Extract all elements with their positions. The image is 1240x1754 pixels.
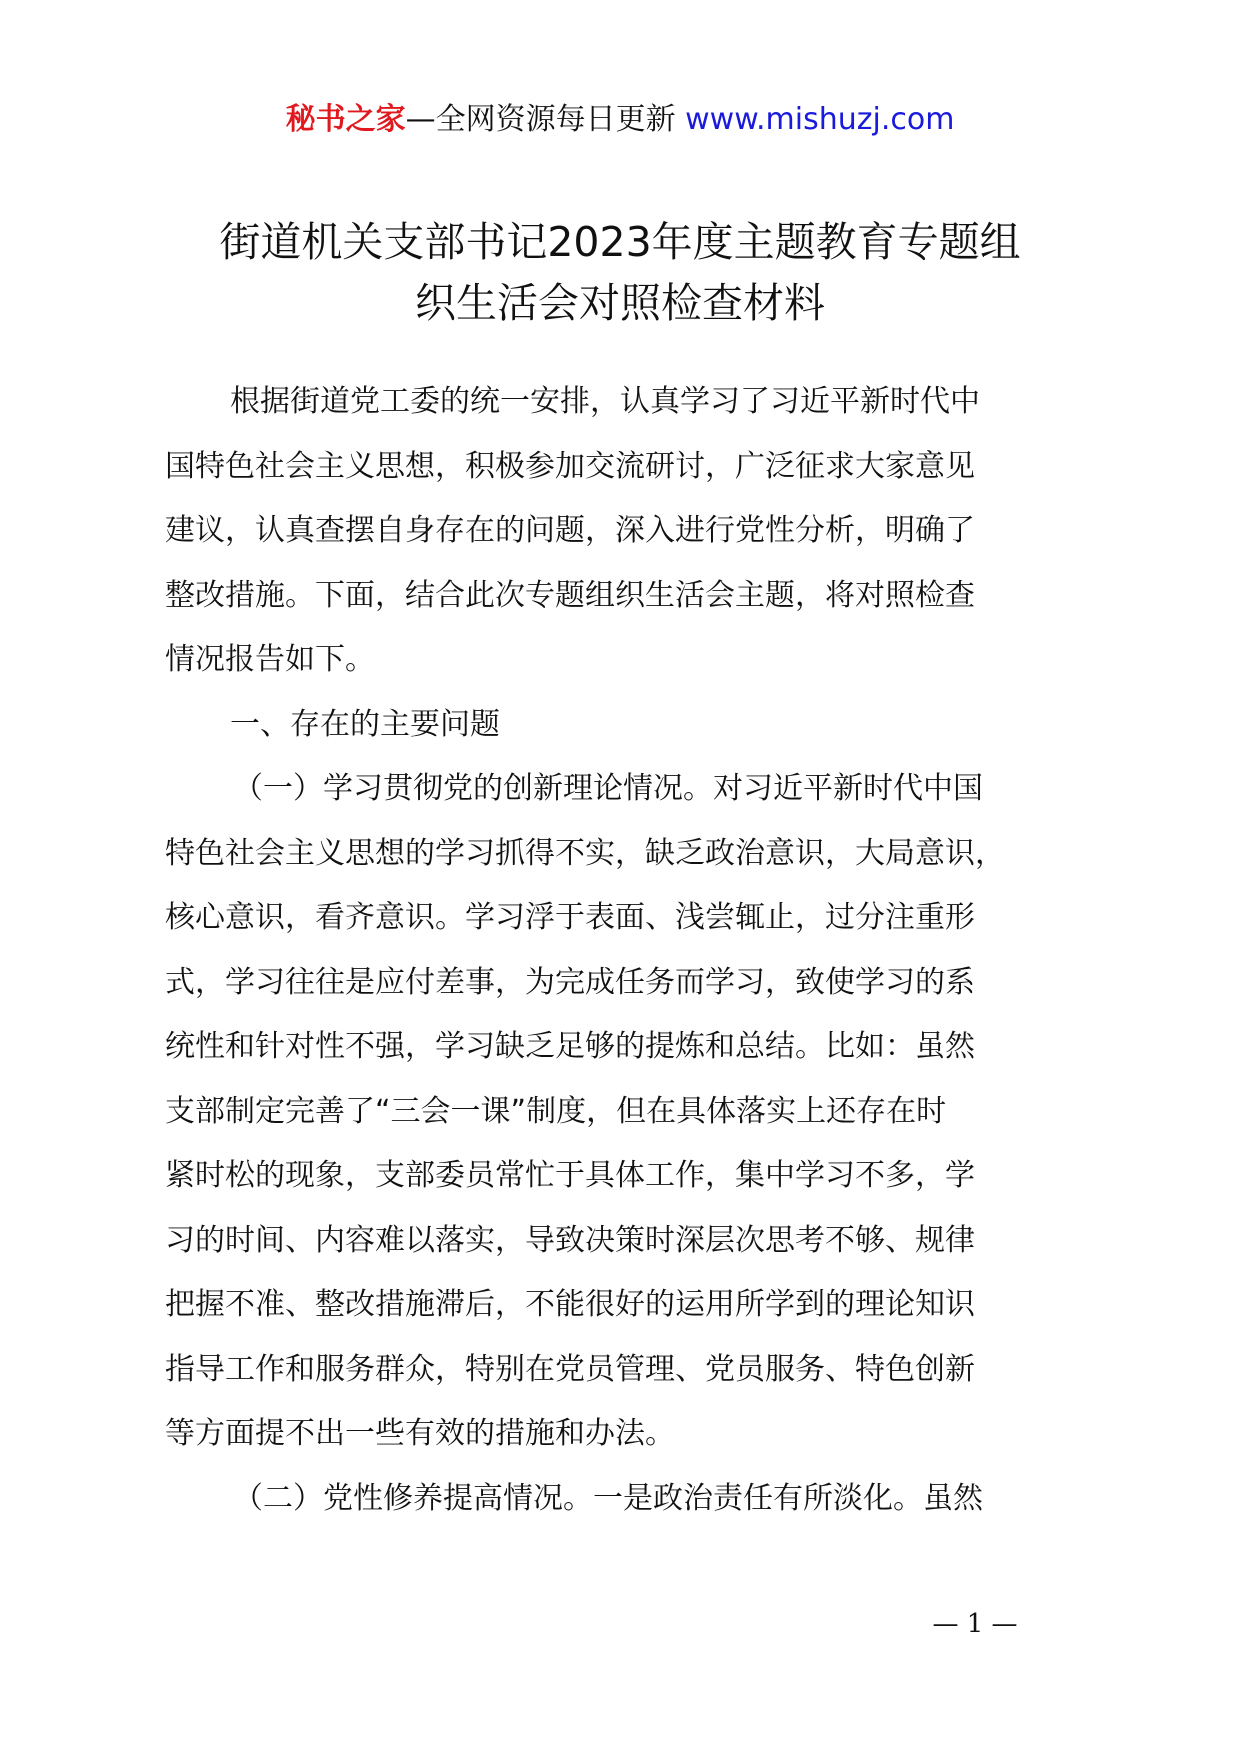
paragraph-line: 建议，认真查摆自身存在的问题，深入进行党性分析，明确了 — [165, 513, 975, 548]
paragraph-line: 国特色社会主义思想，积极参加交流研讨，广泛征求大家意见 — [165, 448, 975, 484]
paragraph-line: 指导工作和服务群众，特别在党员管理、党员服务、特色创新 — [165, 1351, 975, 1387]
document-title — [150, 212, 1090, 334]
document-body — [165, 370, 1085, 1531]
paragraph-line: 统性和针对性不强，学习缺乏足够的提炼和总结。比如：虽然 — [165, 1029, 975, 1064]
paragraph-line: 特色社会主义思想的学习抓得不实，缺乏政治意识，大局意识， — [165, 835, 1005, 871]
paragraph-line: 把握不准、整改措施滞后，不能很好的运用所学到的理论知识 — [165, 1287, 975, 1322]
paragraph-line: 等方面提不出一些有效的措施和办法。 — [165, 1416, 675, 1451]
site-url-link[interactable]: www.mishuzj.com — [685, 102, 955, 137]
paragraph-line: 根据街道党工委的统一安排，认真学习了习近平新时代中 — [230, 384, 980, 419]
section-heading: 一、存在的主要问题 — [230, 706, 500, 742]
paragraph-line: 核心意识，看齐意识。学习浮于表面、浅尝辄止，过分注重形 — [165, 900, 975, 935]
paragraph-line: 整改措施。下面，结合此次专题组织生活会主题，将对照检查 — [165, 577, 975, 613]
title-line: 街道机关支部书记2023年度主题教育专题组 — [219, 218, 1021, 266]
title-line: 织生活会对照检查材料 — [415, 279, 825, 327]
paragraph-line: 紧时松的现象，支部委员常忙于具体工作，集中学习不多，学 — [165, 1158, 975, 1193]
paragraph-line: 式，学习往往是应付差事，为完成任务而学习，致使学习的系 — [165, 964, 975, 1000]
paragraph-line: 支部制定完善了“三会一课”制度，但在具体落实上还存在时 — [165, 1093, 947, 1129]
page-number: — 1 — — [932, 1609, 1018, 1639]
paragraph-line: 情况报告如下。 — [165, 642, 375, 677]
paragraph-line: （一）学习贯彻党的创新理论情况。对习近平新时代中国 — [233, 771, 983, 806]
site-banner — [0, 100, 1240, 140]
banner-tagline: —全网资源每日更新 — [405, 102, 676, 137]
paragraph-line: 习的时间、内容难以落实，导致决策时深层次思考不够、规律 — [165, 1222, 975, 1258]
paragraph-line: （二）党性修养提高情况。一是政治责任有所淡化。虽然 — [233, 1480, 983, 1516]
brand-name: 秘书之家 — [285, 102, 406, 137]
